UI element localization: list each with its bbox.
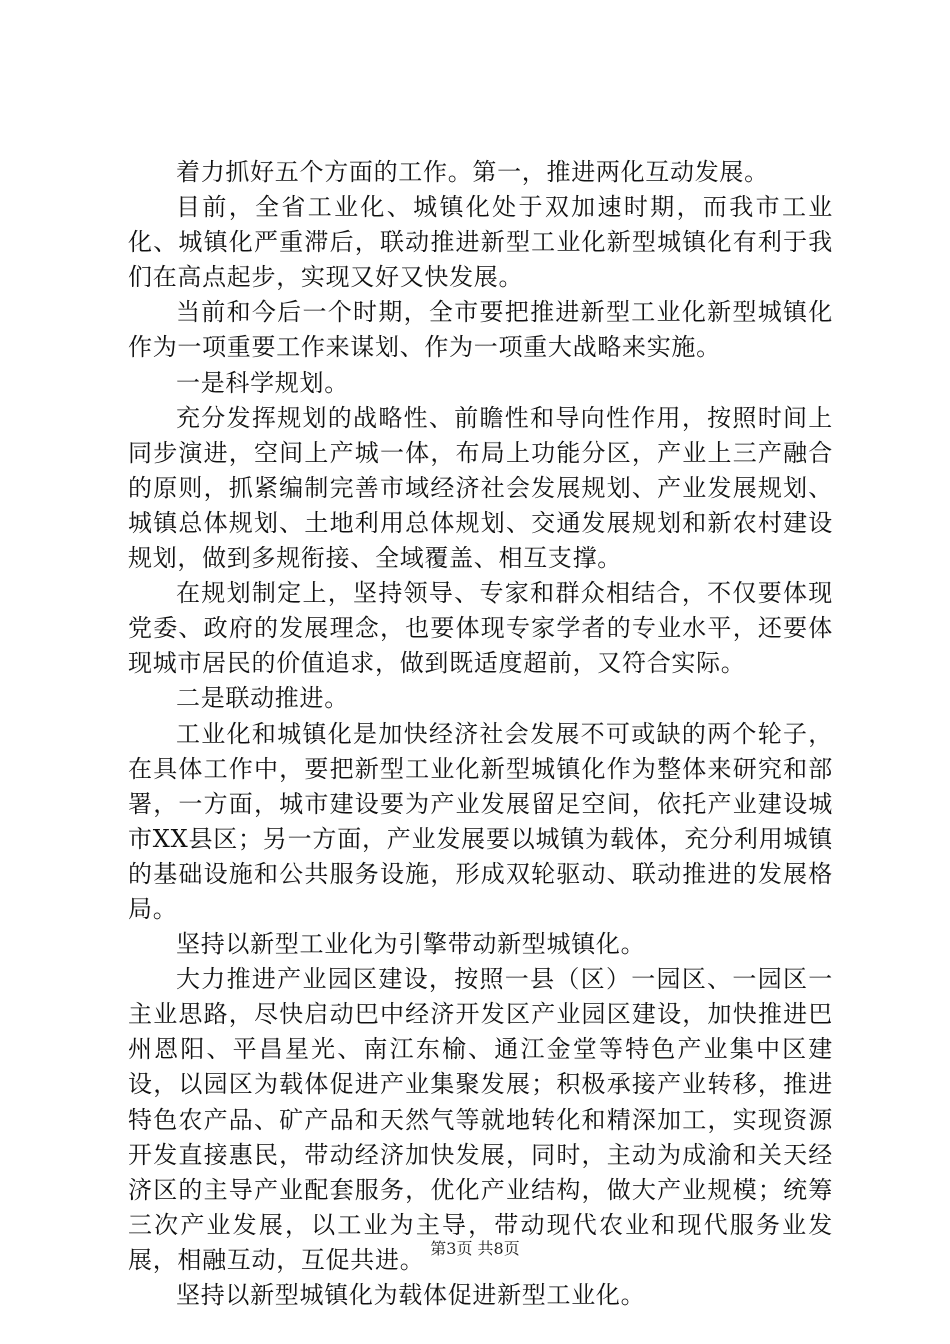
paragraph: 当前和今后一个时期，全市要把推进新型工业化新型城镇化作为一项重要工作来谋划、作为一项重大战略来实施。: [128, 298, 833, 362]
paragraph: 坚持以新型工业化为引擎带动新型城镇化。: [176, 930, 646, 959]
paragraph: 工业化和城镇化是加快经济社会发展不可或缺的两个轮子，在具体工作中，要把新型工业化新型城镇化作为整体来研究和部署，一方面，城市建设要为产业发展留足空间，依托产业建设城市XX县区；另一方面，产业发展要以城镇为载体，充分利用城镇的基础设施和公共服务设施，形成双轮驱动、联动推进的发展格局。: [128, 719, 833, 923]
paragraph: 二是联动推进。: [176, 684, 349, 713]
page-number-footer: 第3页 共8页: [430, 1239, 520, 1258]
paragraph: 大力推进产业园区建设，按照一县（区）一园区、一园区一主业思路，尽快启动巴中经济开发区产业园区建设，加快推进巴州恩阳、平昌星光、南江东榆、通江金堂等特色产业集中区建设，以园区为载体促进产业集聚发展；积极承接产业转移，推进特色农产品、矿产品和天然气等就地转化和精深加工，实现资源开发直接惠民，带动经济加快发展，同时，主动为成渝和关天经济区的主导产业配套服务，优化产业结构，做大产业规模；统筹三次产业发展，以工业为主导，带动现代农业和现代服务业发展，相融互动，互促共进。: [128, 965, 833, 1274]
paragraph: 在规划制定上，坚持领导、专家和群众相结合，不仅要体现党委、政府的发展理念，也要体现专家学者的专业水平，还要体现城市居民的价值追求，做到既适度超前，又符合实际。: [128, 579, 833, 678]
paragraph: 坚持以新型城镇化为载体促进新型工业化。: [176, 1281, 646, 1309]
paragraph: 着力抓好五个方面的工作。第一，推进两化互动发展。: [176, 158, 769, 186]
document-body: [128, 155, 833, 1313]
paragraph: 目前，全省工业化、城镇化处于双加速时期，而我市工业化、城镇化严重滞后，联动推进新型工业化新型城镇化有利于我们在高点起步，实现又好又快发展。: [128, 193, 833, 292]
paragraph: 一是科学规划。: [176, 368, 349, 397]
paragraph: 充分发挥规划的战略性、前瞻性和导向性作用，按照时间上同步演进，空间上产城一体，布局上功能分区，产业上三产融合的原则，抓紧编制完善市域经济社会发展规划、产业发展规划、城镇总体规划、土地利用总体规划、交通发展规划和新农村建设规划，做到多规衔接、全域覆盖、相互支撑。: [128, 403, 833, 573]
